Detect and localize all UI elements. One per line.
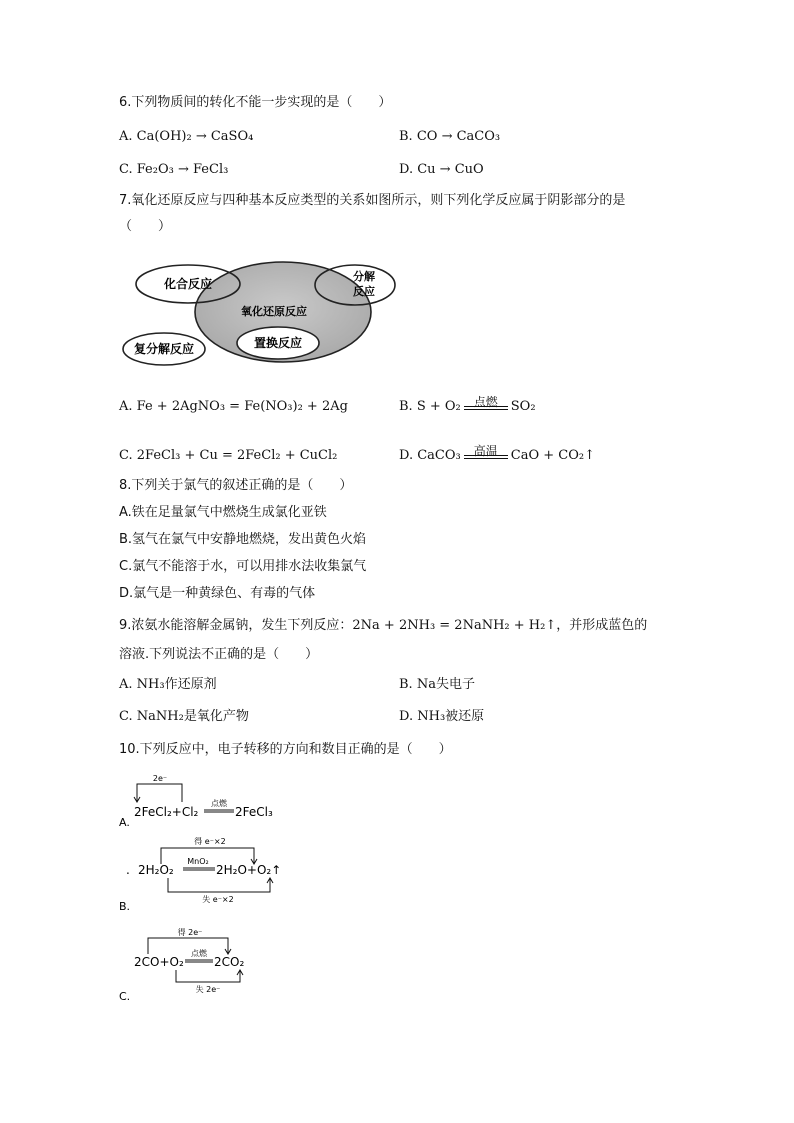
q7-option-a[interactable] [119, 398, 348, 416]
q9-option-d-label: D. [399, 709, 418, 724]
q7-option-b[interactable] [399, 395, 536, 416]
q10-a-eq-left: 2FeCl₂+Cl₂ [134, 805, 199, 819]
label-redox: 氧化还原反应 [241, 305, 307, 318]
label-decomposition-1: 分解 [353, 270, 375, 283]
q7-option-b-right: SO₂ [510, 399, 536, 414]
q6-option-d-label: D. [399, 162, 418, 177]
q7-option-c-eq: 2FeCl₃ + Cu = 2FeCl₂ + CuCl₂ [136, 448, 338, 463]
q9-option-b-label: B. [399, 677, 417, 692]
q9-option-a-label: A. [119, 677, 137, 692]
q7-stem: 7.氧化还原反应与四种基本反应类型的关系如图所示，则下列化学反应属于阴影部分的是 [119, 193, 626, 208]
q10-c-loss: 失 2e⁻ [195, 985, 221, 994]
q6-option-b-eq: CO → CaCO₃ [416, 129, 501, 144]
q8-option-c[interactable]: C.氯气不能溶于水，可以用排水法收集氯气 [119, 559, 367, 574]
q10-a-transfer: 2e⁻ [152, 774, 168, 783]
q10-b-cond: MnO₂ [187, 857, 209, 866]
q9-option-a-text: 作还原剂 [164, 677, 217, 692]
q10-option-c-diagram[interactable] [118, 924, 268, 1004]
q7-option-b-cond: 点燃 [473, 395, 498, 409]
q7-venn-diagram [118, 255, 408, 370]
q10-c-eq-left: 2CO+O₂ [134, 955, 184, 969]
q7-option-a-eq: Fe + 2AgNO₃ = Fe(NO₃)₂ + 2Ag [136, 399, 348, 414]
q8-option-d[interactable]: D.氯气是一种黄绿色、有毒的气体 [119, 586, 316, 601]
q6-option-a-eq: Ca(OH)₂ → CaSO₄ [136, 129, 254, 144]
q10-c-eq-right: 2CO₂ [214, 955, 245, 969]
q10-a-cond: 点燃 [211, 799, 227, 808]
q9-option-b[interactable] [399, 676, 475, 694]
q9-stem [119, 617, 647, 635]
q10-option-b-diagram[interactable] [118, 832, 308, 914]
q9-stem-post: ，并形成蓝色的 [556, 618, 648, 633]
q7-option-a-label: A. [119, 399, 137, 414]
q9-option-a-chem: NH₃ [136, 677, 165, 692]
q10-c-gain: 得 2e⁻ [177, 928, 203, 937]
q7-option-b-label: B. [399, 399, 417, 414]
q6-option-c-eq: Fe₂O₃ → FeCl₃ [136, 162, 229, 177]
q9-stem-pre: 9.浓氨水能溶解金属钠，发生下列反应： [119, 618, 353, 633]
q6-option-b[interactable] [399, 128, 500, 146]
label-double-decomposition: 复分解反应 [133, 342, 195, 356]
q6-stem: 6.下列物质间的转化不能一步实现的是（ ） [119, 95, 392, 110]
q6-option-d[interactable] [399, 161, 484, 179]
q10-b-eq-right: 2H₂O+O₂↑ [216, 863, 282, 877]
q9-option-c-text: 是氧化产物 [183, 709, 249, 724]
label-combination: 化合反应 [163, 277, 213, 291]
q10-b-label: B. [119, 900, 131, 913]
q10-a-label: A. [119, 816, 130, 828]
q9-option-b-text: 失电子 [435, 677, 475, 692]
q10-b-eq-left: 2H₂O₂ [138, 863, 174, 877]
q10-stem: 10.下列反应中，电子转移的方向和数目正确的是（ ） [119, 742, 452, 757]
q7-option-b-left: S + O₂ [416, 399, 461, 414]
q8-stem: 8.下列关于氯气的叙述正确的是（ ） [119, 478, 353, 493]
q10-c-cond: 点燃 [191, 949, 207, 958]
q9-stem-line2: 溶液.下列说法不正确的是（ ） [119, 647, 319, 662]
label-replacement: 置换反应 [253, 336, 303, 350]
q9-option-d-chem: NH₃ [417, 709, 446, 724]
q6-option-a-label: A. [119, 129, 137, 144]
q7-option-c-label: C. [119, 448, 137, 463]
q10-option-a-diagram[interactable] [118, 770, 288, 828]
q10-b-prefix: . [126, 863, 130, 877]
q7-option-d[interactable] [399, 444, 595, 465]
q7-stem-paren: （ ） [119, 219, 172, 234]
q9-option-d-text: 被还原 [445, 709, 485, 724]
q9-option-d[interactable] [399, 708, 484, 726]
label-decomposition-2: 反应 [353, 285, 375, 298]
q10-c-label: C. [119, 990, 131, 1003]
q6-option-d-eq: Cu → CuO [417, 162, 484, 177]
q6-option-c[interactable] [119, 161, 228, 179]
q9-option-b-chem: Na [416, 677, 436, 692]
q6-option-b-label: B. [399, 129, 417, 144]
q6-option-a[interactable] [119, 128, 253, 146]
q10-a-eq-right: 2FeCl₃ [235, 805, 273, 819]
q9-option-c[interactable] [119, 708, 249, 726]
q9-stem-eq: 2Na + 2NH₃ = 2NaNH₂ + H₂↑ [352, 618, 557, 633]
q7-option-d-right: CaO + CO₂↑ [510, 448, 595, 463]
q9-option-c-label: C. [119, 709, 137, 724]
q7-option-d-cond: 高温 [473, 444, 498, 458]
q8-option-b[interactable]: B.氢气在氯气中安静地燃烧，发出黄色火焰 [119, 532, 367, 547]
q7-option-c[interactable] [119, 447, 337, 465]
q7-option-d-left: CaCO₃ [417, 448, 461, 463]
q9-option-c-chem: NaNH₂ [136, 709, 184, 724]
q8-option-a[interactable]: A.铁在足量氯气中燃烧生成氯化亚铁 [119, 505, 327, 520]
q10-b-gain: 得 e⁻×2 [194, 837, 226, 846]
q6-option-c-label: C. [119, 162, 137, 177]
q7-option-d-label: D. [399, 448, 418, 463]
q9-option-a[interactable] [119, 676, 217, 694]
q10-b-loss: 失 e⁻×2 [202, 895, 234, 904]
